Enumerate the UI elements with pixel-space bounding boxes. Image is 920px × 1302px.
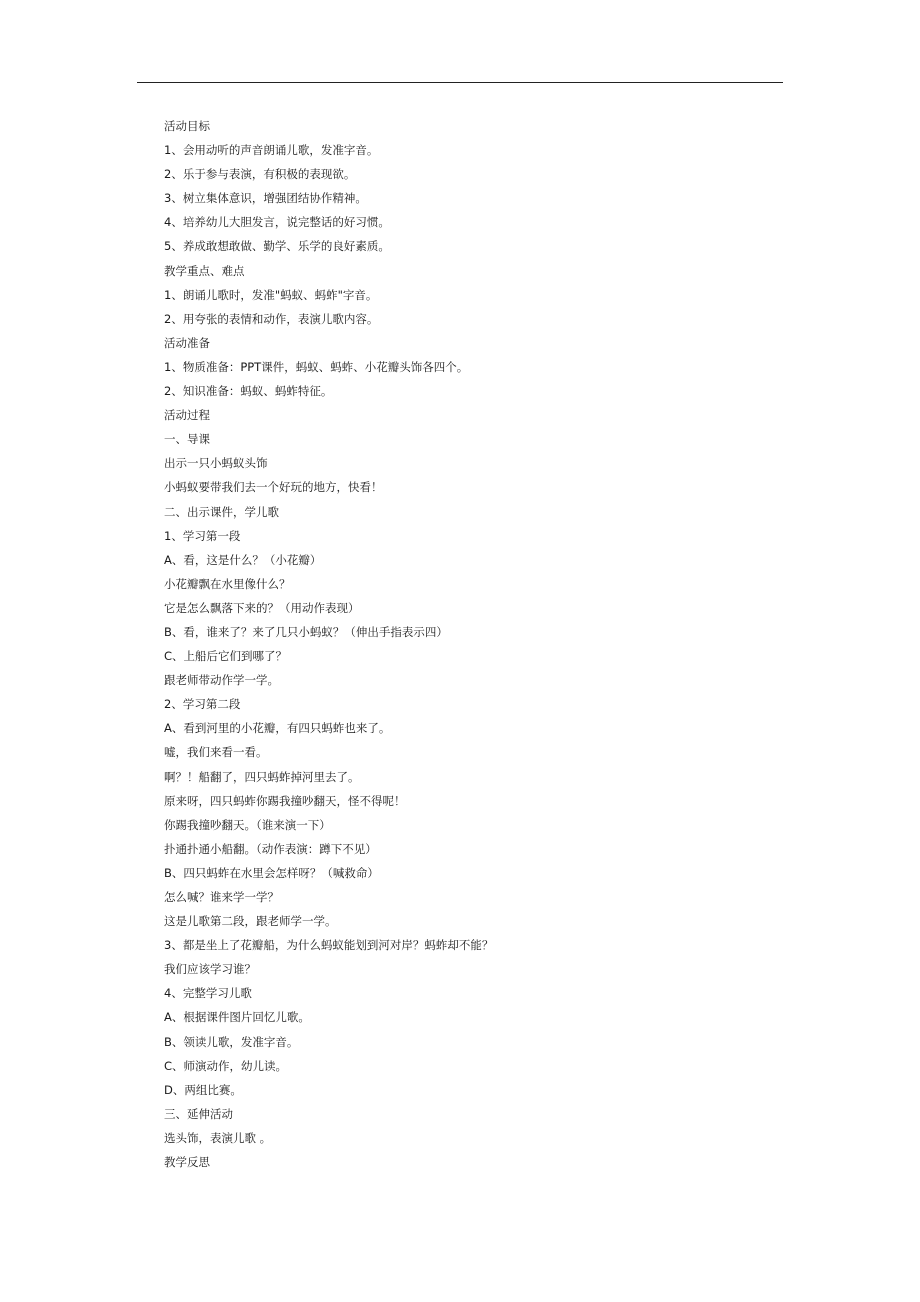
text-line: C、师演动作，幼儿读。 bbox=[164, 1058, 288, 1073]
text-line: 扑通扑通小船翻。（动作表演：蹲下不见） bbox=[164, 841, 377, 856]
text-line: 小蚂蚁要带我们去一个好玩的地方，快看！ bbox=[164, 480, 383, 495]
text-line: 5、养成敢想敢做、勤学、乐学的良好素质。 bbox=[164, 239, 390, 254]
text-line: 你踢我撞吵翻天。（谁来演一下） bbox=[164, 817, 331, 832]
text-line: A、根据课件图片回忆儿歌。 bbox=[164, 1010, 310, 1025]
text-line: C、上船后它们到哪了？ bbox=[164, 649, 288, 664]
text-line: 活动准备 bbox=[164, 335, 210, 350]
text-line: 3、都是坐上了花瓣船，为什么蚂蚁能划到河对岸？蚂蚱却不能？ bbox=[164, 938, 494, 953]
text-line: 原来呀，四只蚂蚱你踢我撞吵翻天，怪不得呢！ bbox=[164, 793, 406, 808]
text-line: D、两组比赛。 bbox=[164, 1082, 242, 1097]
text-line: 教学反思 bbox=[164, 1155, 210, 1170]
text-line: 一、导课 bbox=[164, 432, 210, 447]
text-line: 3、树立集体意识，增强团结协作精神。 bbox=[164, 191, 367, 206]
text-line: 1、学习第一段 bbox=[164, 528, 241, 543]
text-line: 4、完整学习儿歌 bbox=[164, 986, 252, 1001]
text-line: 出示一只小蚂蚁头饰 bbox=[164, 456, 268, 471]
text-line: 2、学习第二段 bbox=[164, 697, 241, 712]
text-line: 二、出示课件，学儿歌 bbox=[164, 504, 279, 519]
text-line: 1、朗诵儿歌时，发准"蚂蚁、蚂蚱"字音。 bbox=[164, 287, 378, 302]
text-line: 2、用夸张的表情和动作，表演儿歌内容。 bbox=[164, 311, 379, 326]
text-line: 啊？！船翻了，四只蚂蚱掉河里去了。 bbox=[164, 769, 360, 784]
text-line: B、看，谁来了？来了几只小蚂蚁？（伸出手指表示四） bbox=[164, 624, 448, 639]
text-line: 跟老师带动作学一学。 bbox=[164, 673, 279, 688]
text-line: 活动过程 bbox=[164, 408, 210, 423]
document-body bbox=[164, 114, 764, 1174]
text-line: 活动目标 bbox=[164, 119, 210, 133]
text-line: 这是儿歌第二段，跟老师学一学。 bbox=[164, 914, 337, 929]
text-line: 教学重点、难点 bbox=[164, 263, 245, 278]
text-line: 小花瓣飘在水里像什么？ bbox=[164, 576, 291, 591]
text-line: 1、物质准备：PPT课件，蚂蚁、蚂蚱、小花瓣头饰各四个。 bbox=[164, 359, 469, 374]
text-line: 1、会用动听的声音朗诵儿歌，发准字音。 bbox=[164, 143, 379, 158]
header-divider bbox=[137, 82, 783, 83]
text-line: 嘘，我们来看一看。 bbox=[164, 745, 268, 760]
text-line: 2、乐于参与表演，有积极的表现欲。 bbox=[164, 167, 356, 182]
text-line: A、看到河里的小花瓣，有四只蚂蚱也来了。 bbox=[164, 721, 391, 736]
text-line: 三、延伸活动 bbox=[164, 1106, 233, 1121]
text-line: 选头饰，表演儿歌 。 bbox=[164, 1130, 272, 1145]
text-line: 它是怎么飘落下来的？（用动作表现） bbox=[164, 600, 360, 615]
text-line: 2、知识准备：蚂蚁、蚂蚱特征。 bbox=[164, 384, 333, 399]
text-line: 我们应该学习谁？ bbox=[164, 962, 256, 977]
text-line: A、看，这是什么？（小花瓣） bbox=[164, 552, 322, 567]
text-line: B、四只蚂蚱在水里会怎样呀？（喊救命） bbox=[164, 865, 379, 880]
text-line: 怎么喊？谁来学一学？ bbox=[164, 890, 279, 904]
text-line: 4、培养幼儿大胆发言，说完整话的好习惯。 bbox=[164, 215, 390, 230]
text-line: B、领读儿歌，发准字音。 bbox=[164, 1034, 299, 1049]
